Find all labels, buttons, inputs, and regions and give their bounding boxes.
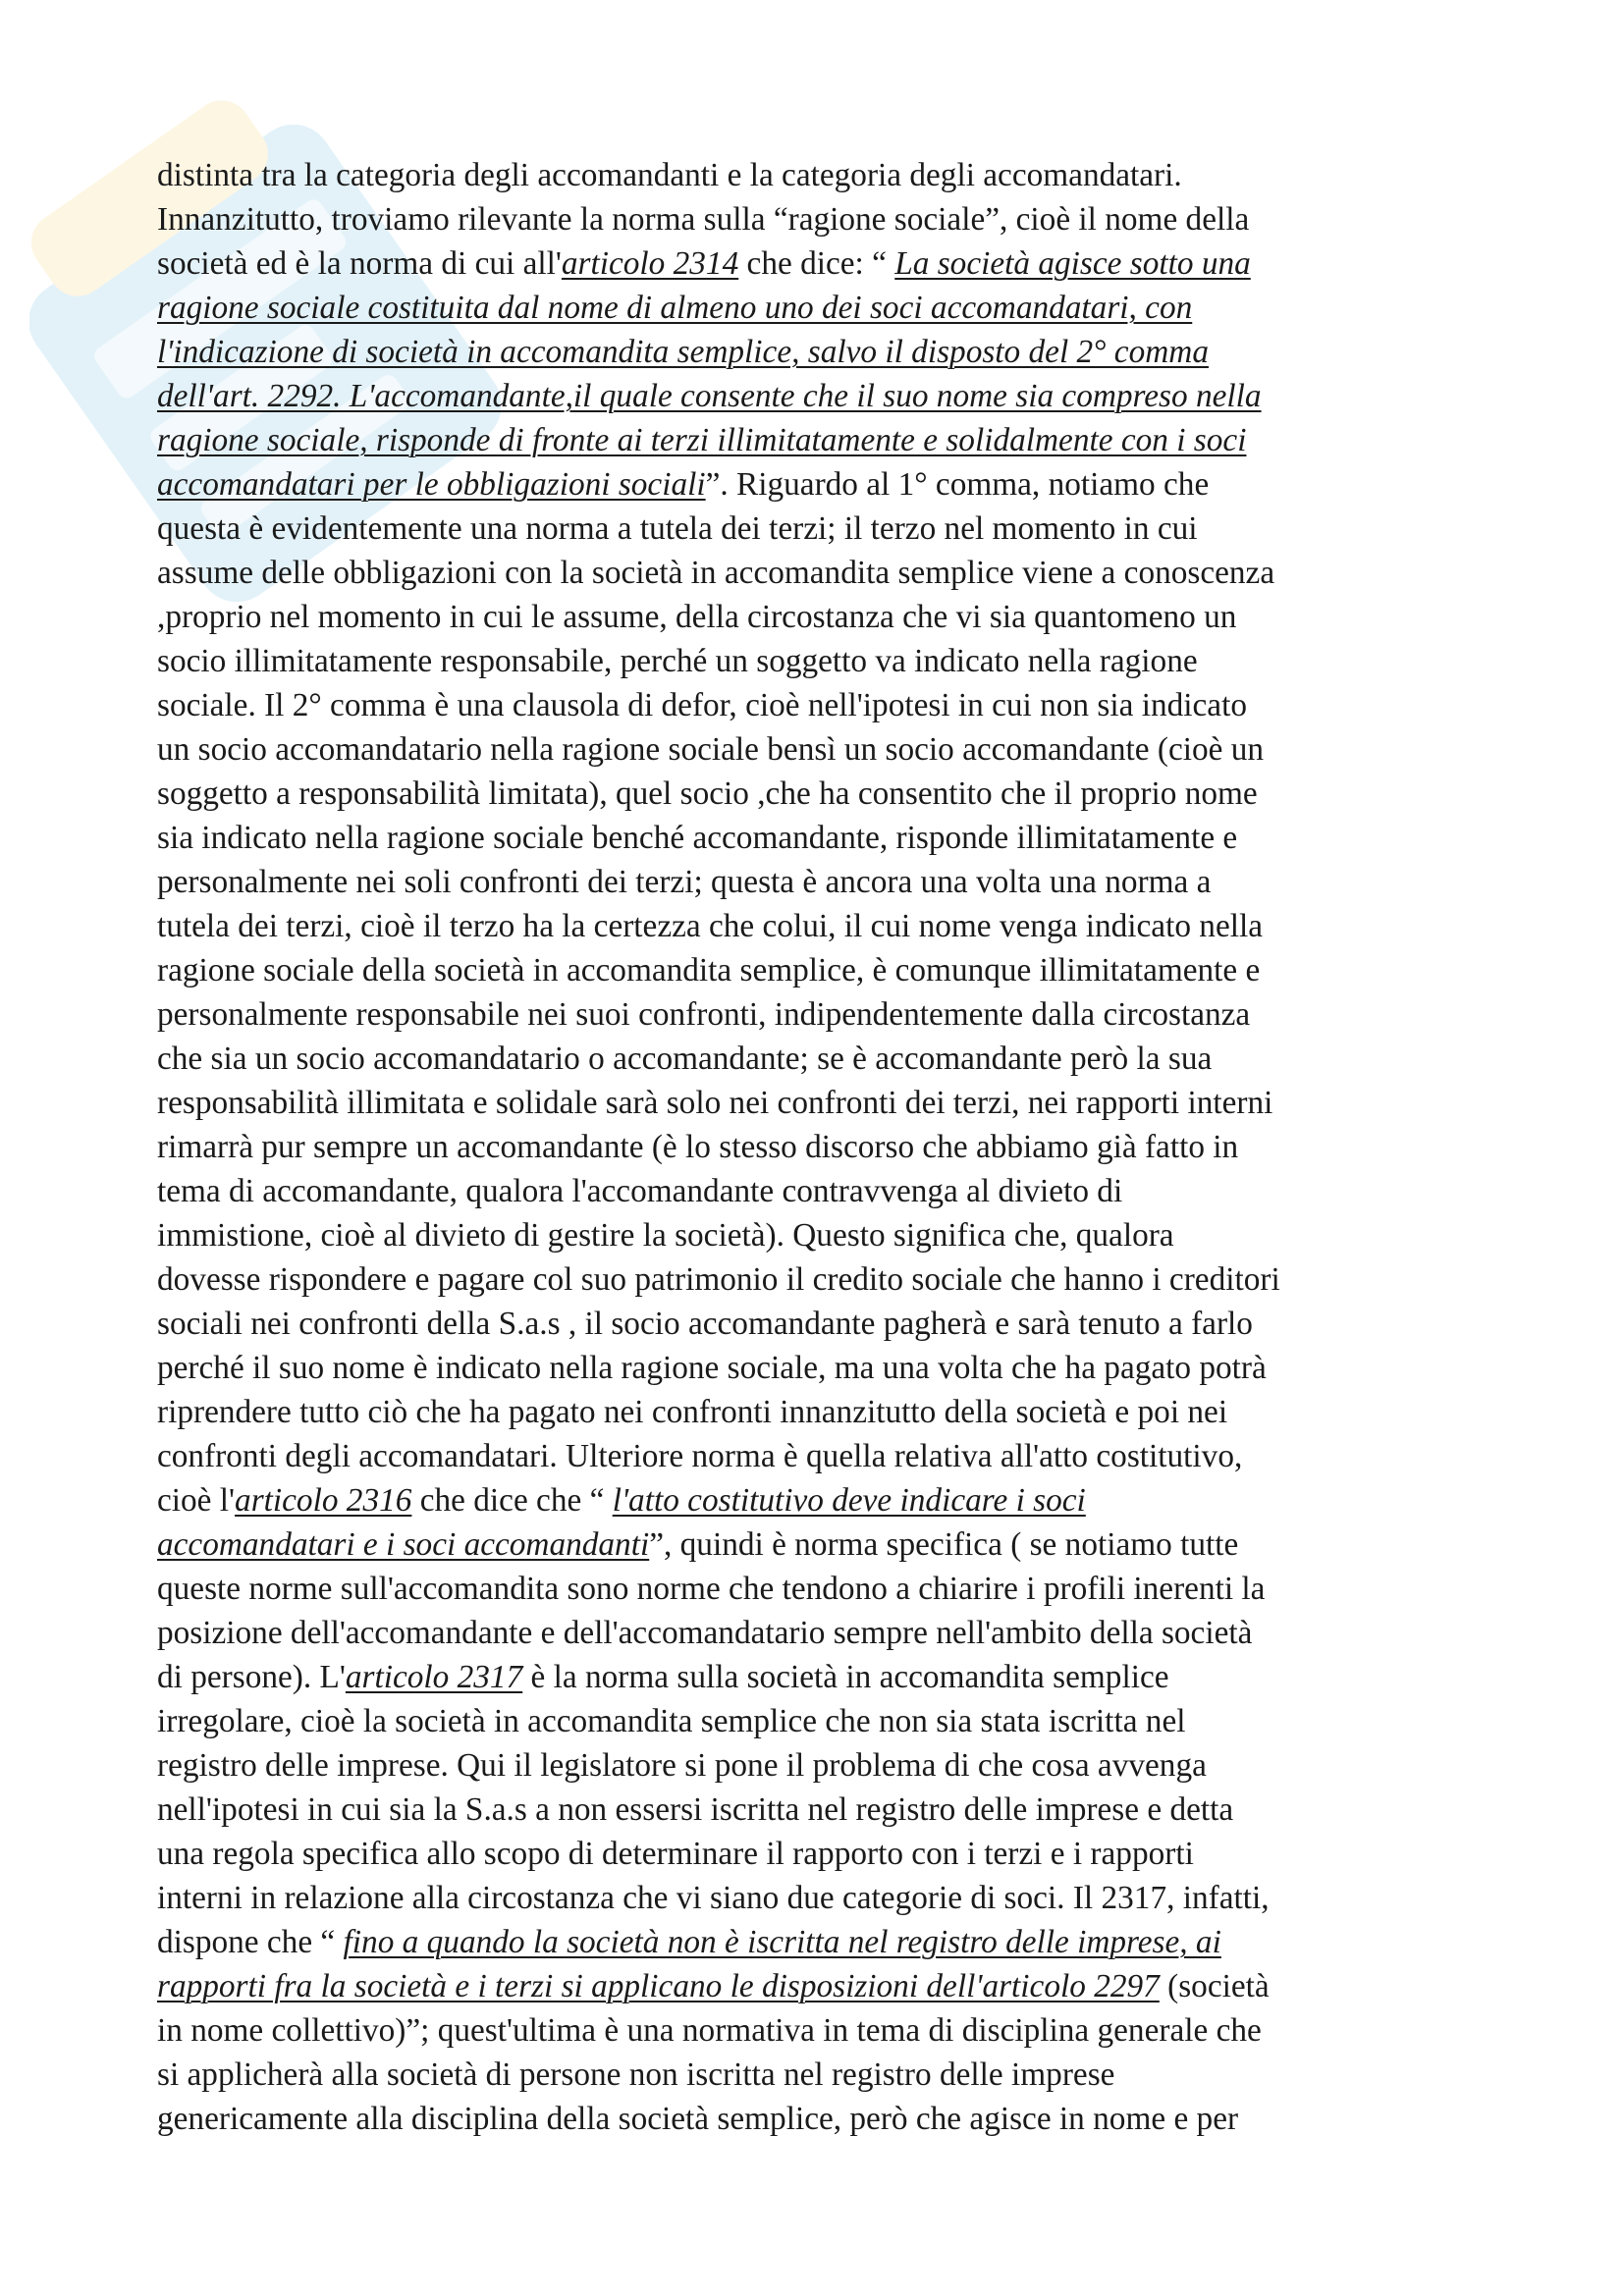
text-line <box>157 992 1478 1037</box>
text-line <box>157 772 1478 816</box>
text-line <box>157 1699 1478 1743</box>
text-line <box>157 241 1478 286</box>
text-line <box>157 418 1478 462</box>
text-segment: interni in relazione alla circostanza che vi siano due categorie di soci. Il 2317, infatti, <box>157 1880 1270 1916</box>
text-line <box>157 1788 1478 1832</box>
text-segment: è la norma sulla società in accomandita semplice <box>522 1659 1169 1695</box>
text-segment: dispone che “ <box>157 1924 344 1960</box>
text-line <box>157 948 1478 992</box>
text-segment: ragione sociale della società in accomandita semplice, è comunque illimitatamente e <box>157 952 1261 988</box>
quoted-citation: accomandatari e i soci accomandanti <box>157 1526 650 1563</box>
text-line <box>157 1964 1478 2008</box>
text-segment: confronti degli accomandatari. Ulteriore norma è quella relativa all'atto costitutivo, <box>157 1438 1243 1474</box>
text-segment: immistione, cioè al divieto di gestire la società). Questo significa che, qualora <box>157 1217 1174 1254</box>
text-line <box>157 1920 1478 1964</box>
text-line <box>157 639 1478 683</box>
text-segment: (società <box>1159 1968 1270 2004</box>
text-line <box>157 1037 1478 1081</box>
text-line <box>157 1434 1478 1478</box>
text-line <box>157 1346 1478 1390</box>
text-line <box>157 1257 1478 1302</box>
text-line <box>157 2097 1478 2141</box>
text-line <box>157 860 1478 904</box>
text-line <box>157 330 1478 374</box>
quoted-citation: accomandatari per le obbligazioni sociali <box>157 466 706 503</box>
text-segment: soggetto a responsabilità limitata), quel socio ,che ha consentito che il proprio nome <box>157 775 1258 812</box>
text-segment: una regola specifica allo scopo di determinare il rapporto con i terzi e i rapporti <box>157 1836 1194 1872</box>
text-line <box>157 1302 1478 1346</box>
text-line <box>157 1169 1478 1213</box>
text-segment: ”. Riguardo al 1° comma, notiamo che <box>705 466 1210 503</box>
text-segment: nell'ipotesi in cui sia la S.a.s a non essersi iscritta nel registro delle imprese e detta <box>157 1791 1234 1828</box>
text-line <box>157 462 1478 507</box>
quoted-citation: l'atto costitutivo deve indicare i soci <box>612 1482 1086 1519</box>
text-segment: distinta tra la categoria degli accomandanti e la categoria degli accomandatari. <box>157 157 1182 193</box>
text-segment: di persone). L' <box>157 1659 346 1695</box>
text-segment: che dice: “ <box>738 245 895 282</box>
text-line <box>157 595 1478 639</box>
text-segment: riprendere tutto ciò che ha pagato nei confronti innanzitutto della società e poi nei <box>157 1394 1228 1430</box>
text-segment: questa è evidentemente una norma a tutela dei terzi; il terzo nel momento in cui <box>157 510 1198 547</box>
text-segment: assume delle obbligazioni con la società in accomandita semplice viene a conoscenza <box>157 555 1275 591</box>
text-segment: un socio accomandatario nella ragione sociale bensì un socio accomandante (cioè un <box>157 731 1265 768</box>
text-line <box>157 816 1478 860</box>
text-line <box>157 1125 1478 1169</box>
text-segment: queste norme sull'accomandita sono norme che tendono a chiarire i profili inerenti la <box>157 1571 1266 1607</box>
quoted-citation: dell'art. 2292. L'accomandante,il quale consente che il suo nome sia compreso nella <box>157 378 1262 414</box>
text-segment: ”, quindi è norma specifica ( se notiamo tutte <box>649 1526 1239 1563</box>
text-line <box>157 1876 1478 1920</box>
text-line <box>157 1213 1478 1257</box>
text-segment: tutela dei terzi, cioè il terzo ha la certezza che colui, il cui nome venga indicato nella <box>157 908 1263 944</box>
text-segment: tema di accomandante, qualora l'accomandante contravvenga al divieto di <box>157 1173 1123 1209</box>
text-segment: società ed è la norma di cui all' <box>157 245 562 282</box>
text-line <box>157 1390 1478 1434</box>
text-line <box>157 1743 1478 1788</box>
text-line <box>157 1832 1478 1876</box>
quoted-citation: articolo 2316 <box>235 1482 412 1519</box>
text-segment: che sia un socio accomandatario o accomandante; se è accomandante però la sua <box>157 1041 1213 1077</box>
text-line <box>157 153 1478 197</box>
text-line <box>157 904 1478 948</box>
quoted-citation: ragione sociale costituita dal nome di almeno uno dei soci accomandatari, con <box>157 290 1193 326</box>
text-line <box>157 1522 1478 1567</box>
text-segment: personalmente responsabile nei suoi confronti, indipendentemente dalla circostanza <box>157 996 1251 1033</box>
text-segment: personalmente nei soli confronti dei terzi; questa è ancora una volta una norma a <box>157 864 1212 900</box>
text-segment: Innanzitutto, troviamo rilevante la norma sulla “ragione sociale”, cioè il nome della <box>157 201 1250 238</box>
text-segment: sociali nei confronti della S.a.s , il socio accomandante pagherà e sarà tenuto a farlo <box>157 1306 1253 1342</box>
quoted-citation: fino a quando la società non è iscritta nel registro delle imprese, ai <box>343 1924 1221 1960</box>
text-line <box>157 1478 1478 1522</box>
text-segment: genericamente alla disciplina della società semplice, però che agisce in nome e per <box>157 2101 1239 2137</box>
text-segment: in nome collettivo)”; quest'ultima è una normativa in tema di disciplina generale che <box>157 2012 1262 2049</box>
text-line <box>157 1081 1478 1125</box>
body-text <box>157 153 1478 2141</box>
text-line <box>157 1655 1478 1699</box>
text-segment: si applicherà alla società di persone non iscritta nel registro delle imprese <box>157 2056 1115 2093</box>
text-line <box>157 727 1478 772</box>
text-segment: cioè l' <box>157 1482 236 1519</box>
text-segment: sociale. Il 2° comma è una clausola di defor, cioè nell'ipotesi in cui non sia indicato <box>157 687 1247 723</box>
text-line <box>157 2008 1478 2053</box>
quoted-citation: l'indicazione di società in accomandita semplice, salvo il disposto del 2° comma <box>157 334 1209 370</box>
text-line <box>157 1567 1478 1611</box>
text-segment: irregolare, cioè la società in accomandita semplice che non sia stata iscritta nel <box>157 1703 1186 1739</box>
text-line <box>157 286 1478 330</box>
text-line <box>157 551 1478 595</box>
text-segment: rimarrà pur sempre un accomandante (è lo stesso discorso che abbiamo già fatto in <box>157 1129 1239 1165</box>
text-segment: che dice che “ <box>411 1482 613 1519</box>
text-segment: socio illimitatamente responsabile, perché un soggetto va indicato nella ragione <box>157 643 1198 679</box>
text-line <box>157 507 1478 551</box>
text-line <box>157 683 1478 727</box>
text-segment: responsabilità illimitata e solidale sarà solo nei confronti dei terzi, nei rapporti interni <box>157 1085 1273 1121</box>
text-segment: dovesse rispondere e pagare col suo patrimonio il credito sociale che hanno i creditori <box>157 1261 1280 1298</box>
text-line <box>157 374 1478 418</box>
quoted-citation: ragione sociale, risponde di fronte ai terzi illimitatamente e solidalmente con i soci <box>157 422 1247 458</box>
text-segment: ,proprio nel momento in cui le assume, della circostanza che vi sia quantomeno un <box>157 599 1237 635</box>
quoted-citation: articolo 2314 <box>561 245 739 282</box>
quoted-citation: La società agisce sotto una <box>894 245 1251 282</box>
text-line <box>157 197 1478 241</box>
quoted-citation: rapporti fra la società e i terzi si applicano le disposizioni dell'articolo 2297 <box>157 1968 1160 2004</box>
text-segment: perché il suo nome è indicato nella ragione sociale, ma una volta che ha pagato potrà <box>157 1350 1267 1386</box>
quoted-citation: articolo 2317 <box>345 1659 523 1695</box>
text-segment: sia indicato nella ragione sociale benché accomandante, risponde illimitatamente e <box>157 820 1238 856</box>
text-line <box>157 1611 1478 1655</box>
text-line <box>157 2053 1478 2097</box>
text-segment: registro delle imprese. Qui il legislatore si pone il problema di che cosa avvenga <box>157 1747 1207 1784</box>
text-segment: posizione dell'accomandante e dell'accomandatario sempre nell'ambito della società <box>157 1615 1253 1651</box>
